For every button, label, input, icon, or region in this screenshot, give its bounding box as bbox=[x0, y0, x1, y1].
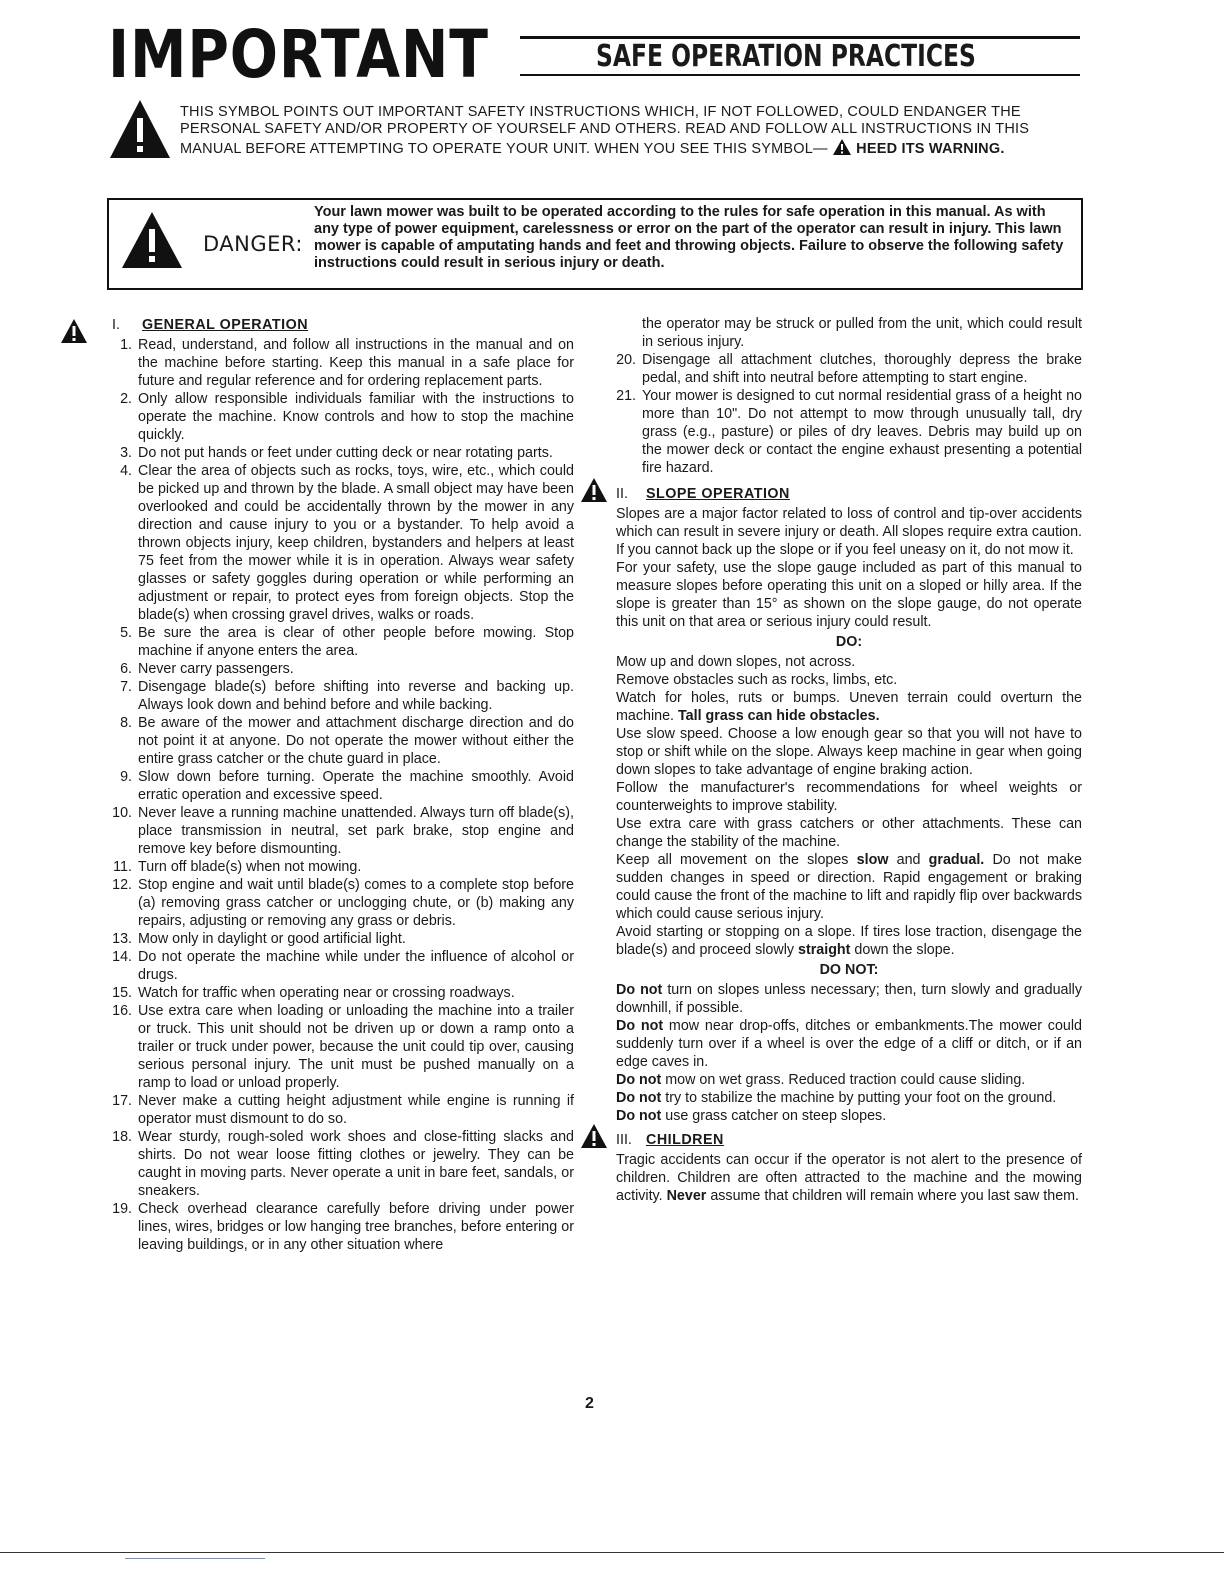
list-item: 8. Be aware of the mower and attachment discharge direction and do not point it at anyone. Do not operate the mower without either the entire grass catcher or the chute guard in place. bbox=[120, 715, 574, 767]
list-item: 16. Use extra care when loading or unloading the machine into a trailer or truck. This unit should not be driven up or down a ramp onto a trailer or truck under power, because the unit could tip over, causing serious personal injury. The unit must be pushed manually on a ramp to load or unload properly. bbox=[112, 1003, 574, 1091]
list-item: 2. Only allow responsible individuals familiar with the instructions to operate the machine. Know controls and how to stop the machine quickly. bbox=[120, 391, 574, 443]
list-item: 10. Never leave a running machine unattended. Always turn off blade(s), place transmission in neutral, set park brake, stop engine and remove key before dismounting. bbox=[112, 805, 574, 857]
section-title: GENERAL OPERATION bbox=[142, 317, 309, 333]
do-not-item: Do not mow near drop-offs, ditches or embankments.The mower could suddenly turn over if a wheel is over the edge of a cliff or ditch, or if an edge caves in. bbox=[616, 1018, 1082, 1070]
do-not-item: Do not try to stabilize the machine by putting your foot on the ground. bbox=[616, 1090, 1057, 1106]
list-item: 14. Do not operate the machine while under the influence of alcohol or drugs. bbox=[112, 949, 574, 983]
danger-text: Your lawn mower was built to be operated according to the rules for safe operation in this manual. As with any type of power equipment, carelessness or error on the part of the operator can result in injury. This lawn mower is capable of amputating hands and feet and throwing objects. Failure to observe the following safety instructions could result in serious injury or death. bbox=[314, 204, 1064, 271]
safety-alert-icon bbox=[832, 138, 852, 156]
list-item: 13. Mow only in daylight or good artificial light. bbox=[112, 931, 406, 947]
list-item: 5. Be sure the area is clear of other people before mowing. Stop machine if anyone enters the area. bbox=[120, 625, 574, 659]
do-item: Keep all movement on the slopes slow and gradual. Do not make sudden changes in speed or direction. Rapid engagement or braking could cause the front of the machine to lift and rapidly flip over backwards which could cause serious injury. bbox=[616, 852, 1082, 922]
list-item: 21. Your mower is designed to cut normal residential grass of a height no more than 10". Do not attempt to mow through unusually tall, dry grass (e.g., pasture) or piles of dry leaves. Debris may build up on the mower deck or contact the engine exhaust presenting a potential fire hazard. bbox=[616, 388, 1082, 476]
list-item: 12. Stop engine and wait until blade(s) comes to a complete stop before (a) removing grass catcher or unclogging chute, or (b) making any repairs, adjusting or removing any grass or debris. bbox=[112, 877, 574, 929]
do-item: Use slow speed. Choose a low enough gear so that you will not have to stop or shift while on the slope. Always keep machine in gear when going down slopes to take advantage of engine braking action. bbox=[616, 726, 1082, 778]
do-item: Remove obstacles such as rocks, limbs, etc. bbox=[616, 672, 898, 688]
do-item: Follow the manufacturer's recommendations for wheel weights or counterweights to improve stability. bbox=[616, 780, 1082, 814]
list-item: 15. Watch for traffic when operating near or crossing roadways. bbox=[112, 985, 515, 1001]
list-item-continued: the operator may be struck or pulled from the unit, which could result in serious injury. bbox=[642, 316, 1082, 350]
list-item: 19. Check overhead clearance carefully before driving under power lines, wires, bridges or low hanging tree branches, before entering or leaving buildings, or in any other situation where bbox=[112, 1201, 574, 1253]
general-operation-list-continued bbox=[616, 315, 1082, 477]
important-heading: IMPORTANT bbox=[108, 16, 489, 93]
list-item: 17. Never make a cutting height adjustment while engine is running if operator must dismount to do so. bbox=[112, 1093, 574, 1127]
slope-paragraph: For your safety, use the slope gauge included as part of this manual to measure slopes before operating this unit on a sloped or hilly area. If the slope is greater than 15° as shown on the slope gauge, do not operate this unit on that area or serious injury could result. bbox=[616, 560, 1082, 630]
do-item: Mow up and down slopes, not across. bbox=[616, 654, 856, 670]
heed-warning: HEED ITS WARNING. bbox=[856, 141, 1005, 157]
section-title: CHILDREN bbox=[646, 1132, 724, 1148]
page-number: 2 bbox=[585, 1395, 594, 1412]
page-title: SAFE OPERATION PRACTICES bbox=[596, 39, 976, 74]
right-column bbox=[616, 315, 1082, 1205]
do-not-heading: DO NOT: bbox=[819, 962, 879, 978]
list-item: 6. Never carry passengers. bbox=[120, 661, 294, 677]
list-item: 9. Slow down before turning. Operate the machine smoothly. Avoid erratic operation and excessive speed. bbox=[120, 769, 574, 803]
safety-alert-icon bbox=[580, 477, 608, 503]
list-item: 7. Disengage blade(s) before shifting into reverse and backing up. Always look down and behind before and while backing. bbox=[120, 679, 574, 713]
section-number: III. bbox=[616, 1132, 632, 1148]
list-item: 1. Read, understand, and follow all instructions in the manual and on the machine before starting. Keep this manual in a safe place for future and regular reference and for ordering replacement parts. bbox=[120, 337, 574, 389]
do-heading: DO: bbox=[835, 634, 863, 650]
do-not-item: Do not turn on slopes unless necessary; then, turn slowly and gradually downhill, if possible. bbox=[616, 982, 1082, 1016]
intro-body: THIS SYMBOL POINTS OUT IMPORTANT SAFETY INSTRUCTIONS WHICH, IF NOT FOLLOWED, COULD ENDANGER THE PERSONAL SAFETY AND/OR PROPERTY OF YOURSELF AND OTHERS. READ AND FOLLOW ALL INSTRUCTIONS IN THIS MANUAL BEFORE ATTEMPTING TO OPERATE YOUR UNIT. WHEN YOU SEE THIS SYMBOL— bbox=[180, 104, 1030, 157]
list-item: 3. Do not put hands or feet under cutting deck or near rotating parts. bbox=[120, 445, 553, 461]
children-paragraph: Tragic accidents can occur if the operator is not alert to the presence of children. Children are often attracted to the machine and the mowing activity. Never assume that children will remain where you last saw them. bbox=[616, 1152, 1082, 1204]
safety-alert-icon bbox=[580, 1123, 608, 1149]
list-item: 18. Wear sturdy, rough-soled work shoes and close-fitting slacks and shirts. Do not wear loose fitting clothes or jewelry. They can be caught in moving parts. Never operate a unit in bare feet, sandals, or sneakers. bbox=[112, 1129, 574, 1199]
section-heading-general bbox=[112, 316, 574, 336]
slope-paragraph: Slopes are a major factor related to loss of control and tip-over accidents which can result in severe injury or death. All slopes require extra caution. If you cannot back up the slope or if you feel uneasy on it, do not mow it. bbox=[616, 506, 1082, 558]
do-not-item: Do not mow on wet grass. Reduced traction could cause sliding. bbox=[616, 1072, 1026, 1088]
left-column bbox=[112, 316, 574, 1254]
safety-alert-icon bbox=[108, 98, 172, 160]
section-title: SLOPE OPERATION bbox=[646, 486, 790, 502]
do-not-item: Do not use grass catcher on steep slopes. bbox=[616, 1108, 887, 1124]
list-item: 4. Clear the area of objects such as rocks, toys, wire, etc., which could be picked up and thrown by the blade. A small object may have been overlooked and could be accidentally thrown by the mower in any direction and cause injury to you or a bystander. To help avoid a thrown objects injury, keep children, bystanders and helpers at least 75 feet from the mower while it is in operation. Always wear safety glasses or safety goggles during operation or while performing an adjustment or repair, to protect eyes from foreign objects. Stop the blade(s) when crossing gravel drives, walks or roads. bbox=[120, 463, 574, 623]
do-item: Avoid starting or stopping on a slope. If tires lose traction, disengage the blade(s) and proceed slowly straight down the slope. bbox=[616, 924, 1082, 958]
do-item: Use extra care with grass catchers or other attachments. These can change the stability of the machine. bbox=[616, 816, 1082, 850]
list-item: 11. Turn off blade(s) when not mowing. bbox=[113, 859, 362, 875]
list-item: 20. Disengage all attachment clutches, thoroughly depress the brake pedal, and shift into neutral before attempting to start engine. bbox=[616, 352, 1082, 386]
section-heading-children bbox=[616, 1131, 1082, 1151]
intro-text bbox=[180, 104, 1080, 158]
danger-label: DANGER: bbox=[203, 232, 303, 256]
do-item: Watch for holes, ruts or bumps. Uneven terrain could overturn the machine. Tall grass can hide obstacles. bbox=[616, 690, 1082, 724]
bottom-rule bbox=[0, 1552, 1224, 1553]
section-number: II. bbox=[616, 486, 628, 502]
general-operation-list bbox=[112, 336, 574, 1254]
safety-alert-icon bbox=[60, 318, 88, 344]
bottom-rule-accent bbox=[125, 1558, 265, 1559]
danger-icon bbox=[120, 210, 184, 270]
section-number: I. bbox=[112, 317, 120, 333]
section-heading-slope bbox=[616, 485, 1082, 505]
title-rule-bottom bbox=[520, 74, 1080, 76]
